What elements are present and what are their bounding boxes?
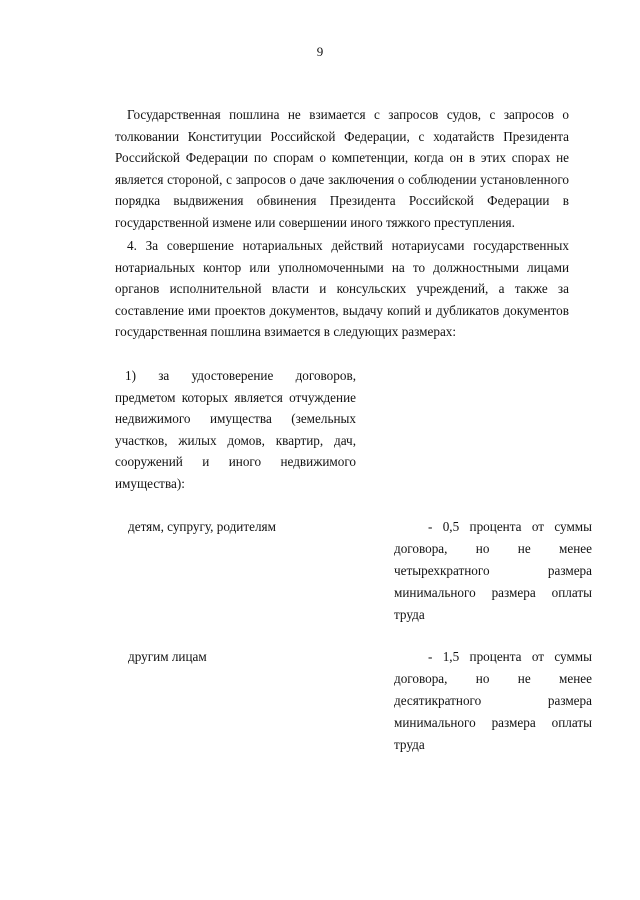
paragraph-line: составление ими проектов документов, выдачу копий и дубликатов документов bbox=[115, 302, 569, 318]
paragraph-line: Государственная пошлина не взимается с запросов судов, с запросов о bbox=[127, 107, 569, 122]
rate-value-line: четырехкратного размера bbox=[394, 563, 592, 578]
paragraph-line: государственной измене или совершении иного тяжкого преступления. bbox=[115, 214, 515, 230]
rate-value-line: договора, но не менее bbox=[394, 541, 592, 556]
paragraph-line: государственная пошлина взимается в следующих размерах: bbox=[115, 324, 457, 339]
sub-item-real-estate-contracts bbox=[115, 365, 356, 494]
rate-value bbox=[394, 516, 592, 626]
paragraph-line: Российской Федерации по спорам о компетенции, когда он в этих спорах не bbox=[115, 150, 569, 165]
paragraph-line: является стороной, с запросов о даче заключения о соблюдении установленного bbox=[115, 171, 569, 187]
paragraph-exemptions bbox=[115, 104, 569, 233]
paragraph-line: толковании Конституции Российской Федерации, с ходатайств Президента bbox=[115, 128, 569, 144]
sub-item-line: участков, жилых домов, квартир, дач, bbox=[115, 432, 356, 448]
paragraph-notarial-actions bbox=[115, 235, 569, 343]
paragraph-line: нотариальных контор или уполномоченными на то должностными лицами bbox=[115, 259, 569, 275]
paragraph-line: порядка выдвижения обвинения Президента Российской Федерации в bbox=[115, 193, 569, 208]
rate-value-line: - 1,5 процента от суммы bbox=[428, 649, 592, 664]
rate-label: детям, супругу, родителям bbox=[128, 519, 276, 534]
rate-value-line: минимального размера оплаты bbox=[394, 715, 592, 730]
page-number: 9 bbox=[316, 44, 324, 59]
rate-value-line: десятикратного размера bbox=[394, 693, 592, 708]
sub-item-line: имущества): bbox=[115, 475, 185, 491]
paragraph-line: органов исполнительной власти и консульских учреждений, а также за bbox=[115, 281, 569, 296]
rate-value-line: минимального размера оплаты bbox=[394, 585, 592, 600]
rate-value bbox=[394, 646, 592, 756]
rate-value-line: - 0,5 процента от суммы bbox=[428, 519, 592, 534]
sub-item-line: предметом которых является отчуждение bbox=[115, 389, 356, 405]
sub-item-line: 1) за удостоверение договоров, bbox=[125, 368, 356, 383]
sub-item-line: недвижимого имущества (земельных bbox=[115, 411, 356, 426]
rate-label: другим лицам bbox=[128, 649, 207, 664]
rate-value-line: договора, но не менее bbox=[394, 671, 592, 686]
paragraph-line: 4. За совершение нотариальных действий нотариусами государственных bbox=[127, 238, 569, 253]
sub-item-line: сооружений и иного недвижимого bbox=[115, 454, 356, 469]
rate-value-line: труда bbox=[394, 737, 425, 752]
rate-value-line: труда bbox=[394, 607, 425, 622]
